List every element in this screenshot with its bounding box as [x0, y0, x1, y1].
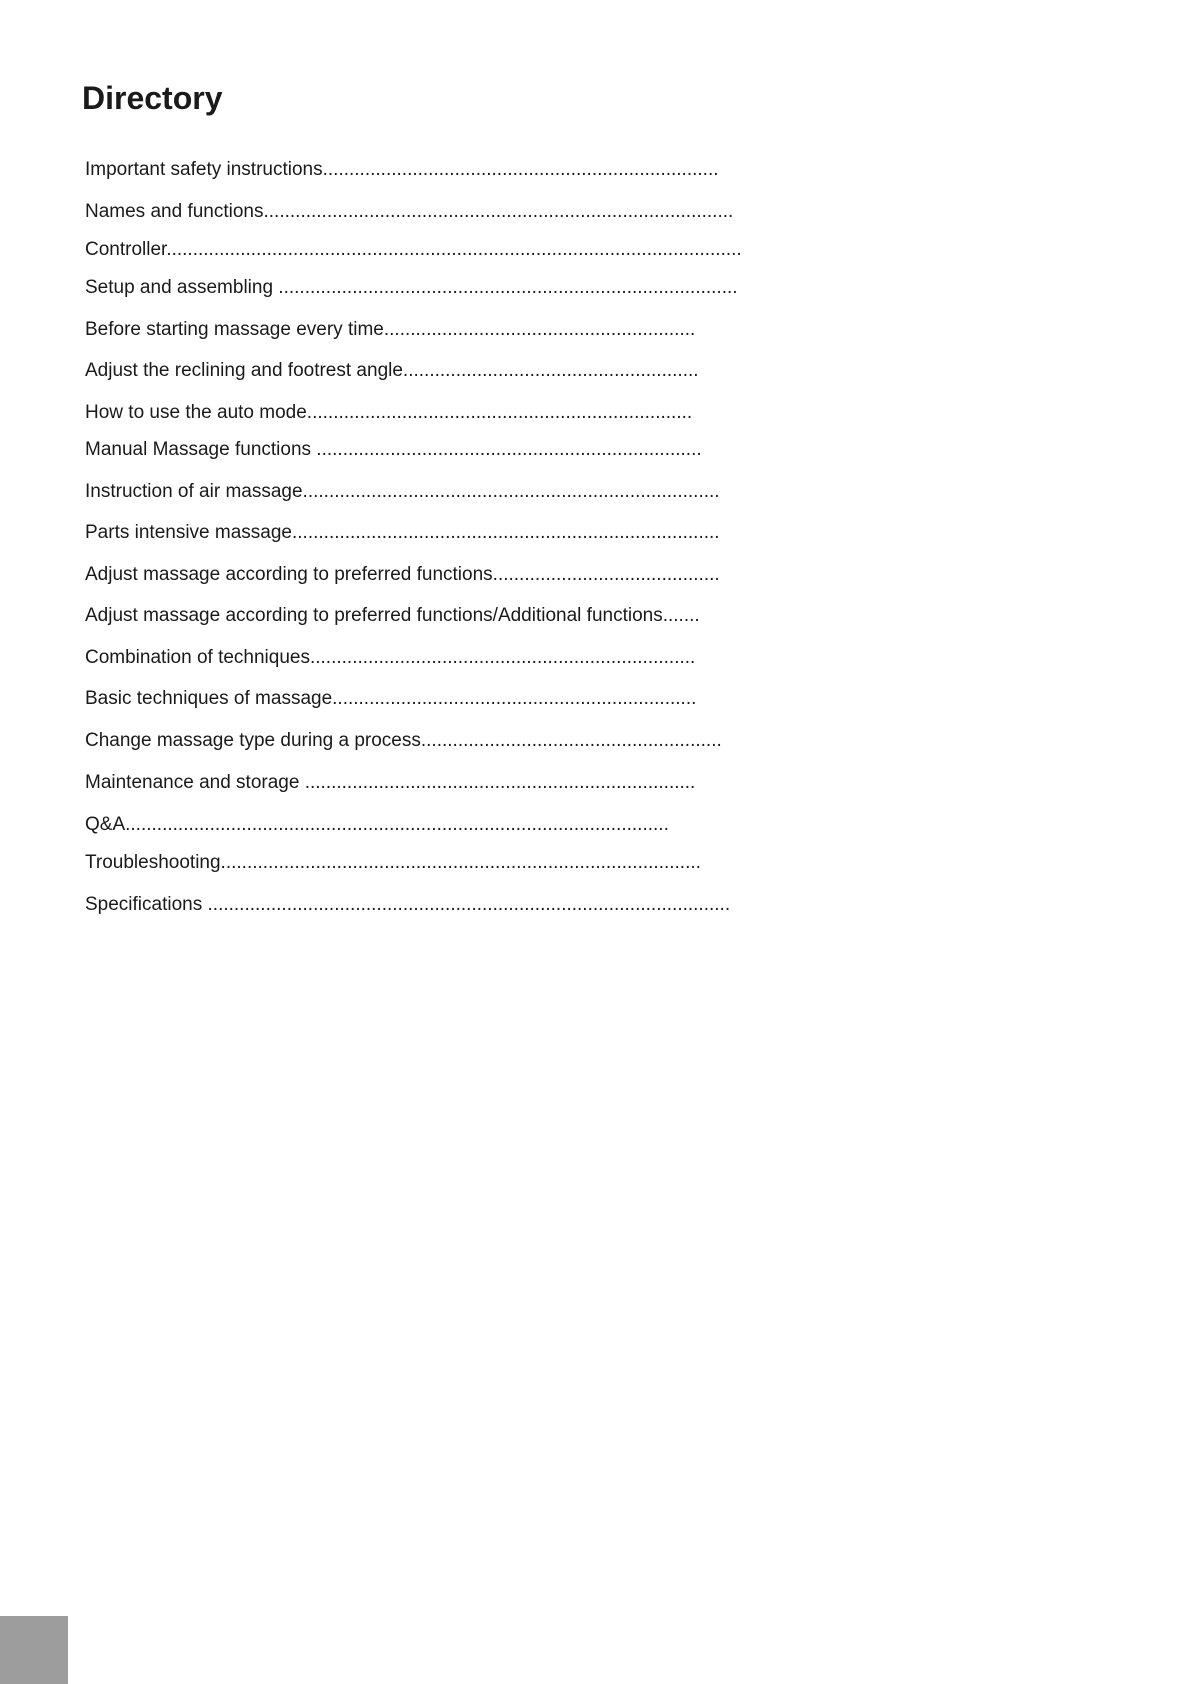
toc-entry-troubleshooting: Troubleshooting...........................................................................................	[85, 852, 701, 873]
toc-entry-controller: Controller.............................................................................................................	[85, 239, 742, 260]
toc-entry-qa: Q&A.......................................................................................................	[85, 814, 669, 835]
toc-entry-names-functions: Names and functions.........................................................................................	[85, 201, 734, 222]
toc-entry-important-safety: Important safety instructions...........................................................................	[85, 159, 719, 180]
page-title: Directory	[82, 80, 223, 116]
toc-entry-change-massage-type: Change massage type during a process.........................................................	[85, 730, 722, 751]
toc-entry-combination-techniques: Combination of techniques.........................................................................	[85, 647, 696, 668]
toc-entry-auto-mode: How to use the auto mode.........................................................................	[85, 402, 693, 423]
toc-entry-basic-techniques: Basic techniques of massage.....................................................................	[85, 688, 697, 709]
toc-entry-parts-intensive: Parts intensive massage.................................................................................	[85, 522, 720, 543]
toc-entry-preferred-functions: Adjust massage according to preferred functions...........................................	[85, 564, 720, 585]
page-corner-tab	[0, 1616, 68, 1684]
toc-entry-manual-massage: Manual Massage functions .........................................................................	[85, 439, 702, 460]
toc-entry-before-starting: Before starting massage every time...........................................................	[85, 319, 696, 340]
toc-entry-reclining-footrest: Adjust the reclining and footrest angle........................................................	[85, 360, 699, 381]
toc-entry-additional-functions: Adjust massage according to preferred functions/Additional functions.......	[85, 605, 700, 626]
toc-entry-maintenance-storage: Maintenance and storage ..........................................................................	[85, 772, 696, 793]
toc-entry-setup-assembling: Setup and assembling .......................................................................................	[85, 277, 738, 298]
toc-entry-air-massage: Instruction of air massage...............................................................................	[85, 481, 720, 502]
toc-entry-specifications: Specifications ...................................................................................................	[85, 894, 731, 915]
